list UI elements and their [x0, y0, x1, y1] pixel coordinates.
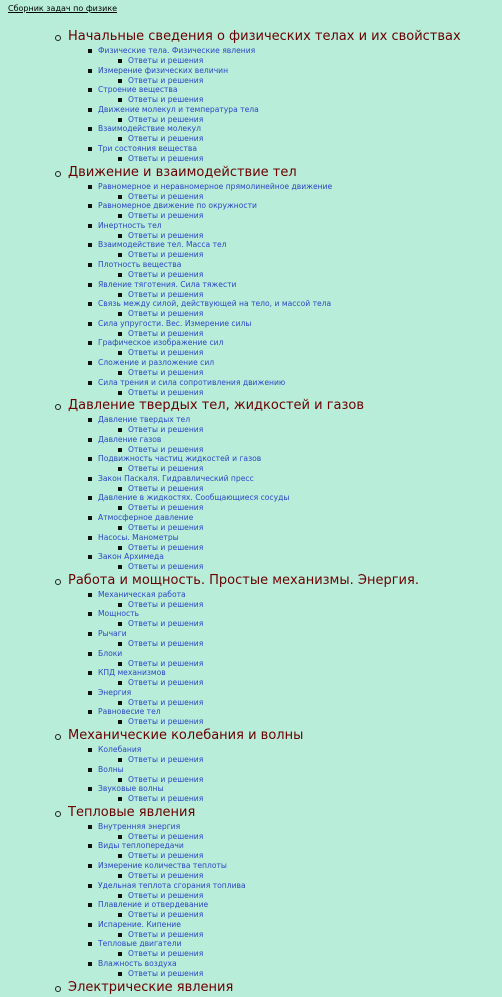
square-bullet-icon — [88, 864, 92, 868]
answers-link[interactable] — [54, 775, 502, 785]
square-bullet-icon — [118, 854, 122, 858]
topic-link[interactable] — [54, 240, 502, 250]
topic-label: Звуковые волны — [98, 784, 164, 794]
answers-link[interactable] — [54, 348, 502, 358]
topic-link[interactable] — [54, 124, 502, 134]
topic-link[interactable] — [54, 861, 502, 871]
topic-label: Давление в жидкостях. Сообщающиеся сосуды — [98, 493, 290, 503]
section-title — [54, 979, 502, 997]
square-bullet-icon — [118, 273, 122, 277]
square-bullet-icon — [118, 913, 122, 917]
section-title-text: Давление твердых тел, жидкостей и газов — [68, 398, 365, 414]
square-bullet-icon — [88, 224, 92, 228]
topic-link[interactable] — [54, 435, 502, 445]
square-bullet-icon — [88, 204, 92, 208]
answers-link[interactable] — [54, 503, 502, 513]
answers-link[interactable] — [54, 95, 502, 105]
answers-label: Ответы и решения — [128, 134, 204, 144]
answers-link[interactable] — [54, 600, 502, 610]
section — [54, 727, 502, 804]
square-bullet-icon — [118, 214, 122, 218]
square-bullet-icon — [118, 835, 122, 839]
topic-link[interactable] — [54, 201, 502, 211]
answers-link[interactable] — [54, 717, 502, 727]
answers-label: Ответы и решения — [128, 230, 204, 240]
answers-label: Ответы и решения — [128, 794, 204, 804]
topic-link[interactable] — [54, 841, 502, 851]
topic-link[interactable] — [54, 221, 502, 231]
circle-bullet-icon — [55, 171, 61, 177]
topic-label: Давление твердых тел — [98, 415, 191, 425]
section — [54, 804, 502, 979]
topic-link[interactable] — [54, 493, 502, 503]
topic-label: Плотность вещества — [98, 259, 182, 269]
topic-link[interactable] — [54, 959, 502, 969]
answers-label: Ответы и решения — [128, 678, 204, 688]
square-bullet-icon — [118, 546, 122, 550]
square-bullet-icon — [118, 391, 122, 395]
square-bullet-icon — [88, 710, 92, 714]
answers-label: Ответы и решения — [128, 697, 204, 707]
topic-link[interactable] — [54, 920, 502, 930]
answers-link[interactable] — [54, 871, 502, 881]
square-bullet-icon — [88, 962, 92, 966]
section-title — [54, 28, 502, 46]
square-bullet-icon — [88, 69, 92, 73]
answers-label: Ответы и решения — [128, 444, 204, 454]
answers-label: Ответы и решения — [128, 755, 204, 764]
topic-label: Равномерное движение по окружности — [98, 201, 257, 211]
topic-link[interactable] — [54, 822, 502, 832]
topic-label: Механическая работа — [98, 589, 186, 599]
square-bullet-icon — [88, 381, 92, 385]
topic-link[interactable] — [54, 260, 502, 270]
topic-link[interactable] — [54, 707, 502, 717]
square-bullet-icon — [118, 137, 122, 141]
answers-label: Ответы и решения — [128, 717, 204, 727]
answers-link[interactable] — [54, 910, 502, 920]
square-bullet-icon — [88, 884, 92, 888]
square-bullet-icon — [88, 361, 92, 365]
topic-label: Рычаги — [98, 629, 127, 639]
answers-label: Ответы и решения — [128, 387, 204, 397]
square-bullet-icon — [118, 371, 122, 375]
topic-label: Атмосферное давление — [98, 513, 194, 523]
sections-list — [54, 28, 502, 997]
square-bullet-icon — [88, 147, 92, 151]
square-bullet-icon — [88, 302, 92, 306]
answers-link[interactable] — [54, 211, 502, 221]
square-bullet-icon — [118, 487, 122, 491]
square-bullet-icon — [118, 293, 122, 297]
square-bullet-icon — [88, 652, 92, 656]
topic-link[interactable] — [54, 649, 502, 659]
topic-link[interactable] — [54, 358, 502, 368]
square-bullet-icon — [88, 942, 92, 946]
answers-link[interactable] — [54, 949, 502, 959]
topic-label: Взаимодействие тел. Масса тел — [98, 240, 227, 250]
topic-link[interactable] — [54, 745, 502, 755]
square-bullet-icon — [118, 118, 122, 122]
topic-link[interactable] — [54, 552, 502, 562]
answers-label: Ответы и решения — [128, 269, 204, 279]
topic-link[interactable] — [54, 182, 502, 192]
topic-label: Сила упругости. Вес. Измерение силы — [98, 318, 252, 328]
topic-label: КПД механизмов — [98, 668, 166, 678]
topic-label: Внутренняя энергия — [98, 821, 181, 831]
topic-link[interactable] — [54, 66, 502, 76]
section-title — [54, 727, 502, 745]
topic-label: Плавление и отвердевание — [98, 900, 209, 910]
answers-label: Ответы и решения — [128, 599, 204, 609]
topic-link[interactable] — [54, 85, 502, 95]
answers-label: Ответы и решения — [128, 929, 204, 939]
square-bullet-icon — [118, 195, 122, 199]
topic-label: Энергия — [98, 687, 132, 697]
square-bullet-icon — [118, 681, 122, 685]
answers-label: Ответы и решения — [128, 464, 204, 474]
square-bullet-icon — [88, 903, 92, 907]
answers-link[interactable] — [54, 290, 502, 300]
square-bullet-icon — [88, 787, 92, 791]
answers-label: Ответы и решения — [128, 367, 204, 377]
answers-link[interactable] — [54, 464, 502, 474]
square-bullet-icon — [88, 438, 92, 442]
answers-label: Ответы и решения — [128, 774, 204, 784]
answers-label: Ответы и решения — [128, 309, 204, 319]
answers-label: Ответы и решения — [128, 949, 204, 959]
square-bullet-icon — [118, 59, 122, 63]
square-bullet-icon — [118, 622, 122, 626]
topic-link[interactable] — [54, 668, 502, 678]
topic-label: Измерение физических величин — [98, 65, 229, 75]
section-title-text: Тепловые явления — [68, 804, 196, 820]
answers-link[interactable] — [54, 388, 502, 398]
answers-link[interactable] — [54, 192, 502, 202]
square-bullet-icon — [88, 108, 92, 112]
topic-label: Графическое изображение сил — [98, 338, 224, 348]
answers-label: Ответы и решения — [128, 503, 204, 513]
section-title — [54, 164, 502, 182]
square-bullet-icon — [118, 758, 122, 762]
section — [54, 979, 502, 997]
topic-label: Волны — [98, 764, 124, 774]
topic-link[interactable] — [54, 474, 502, 484]
topic-link[interactable] — [54, 939, 502, 949]
answers-link[interactable] — [54, 543, 502, 553]
answers-label: Ответы и решения — [128, 639, 204, 649]
topic-link[interactable] — [54, 144, 502, 154]
topic-label: Закон Паскаля. Гидравлический пресс — [98, 473, 254, 483]
square-bullet-icon — [88, 322, 92, 326]
topic-link[interactable] — [54, 280, 502, 290]
square-bullet-icon — [118, 234, 122, 238]
square-bullet-icon — [118, 157, 122, 161]
topic-label: Колебания — [98, 745, 142, 754]
square-bullet-icon — [88, 457, 92, 461]
square-bullet-icon — [118, 952, 122, 956]
topic-label: Давление газов — [98, 434, 162, 444]
square-bullet-icon — [118, 933, 122, 937]
topic-link[interactable] — [54, 513, 502, 523]
topic-label: Явление тяготения. Сила тяжести — [98, 279, 237, 289]
topic-label: Испарение. Кипение — [98, 919, 181, 929]
square-bullet-icon — [118, 778, 122, 782]
topic-label: Сложение и разложение сил — [98, 357, 215, 367]
section-title-text: Начальные сведения о физических телах и их свойствах — [68, 29, 461, 44]
answers-label: Ответы и решения — [128, 348, 204, 358]
answers-label: Ответы и решения — [128, 95, 204, 105]
topic-label: Движение молекул и температура тела — [98, 104, 259, 114]
square-bullet-icon — [118, 874, 122, 878]
square-bullet-icon — [88, 768, 92, 772]
square-bullet-icon — [118, 506, 122, 510]
square-bullet-icon — [88, 923, 92, 927]
section-title-text: Механические колебания и волны — [68, 728, 304, 743]
square-bullet-icon — [88, 748, 92, 752]
answers-label: Ответы и решения — [128, 75, 204, 85]
section-title-text: Электрические явления — [68, 979, 234, 995]
square-bullet-icon — [88, 185, 92, 189]
section — [54, 164, 502, 398]
answers-label: Ответы и решения — [128, 425, 204, 435]
square-bullet-icon — [88, 496, 92, 500]
topic-label: Удельная теплота сгорания топлива — [98, 880, 246, 890]
square-bullet-icon — [88, 632, 92, 636]
square-bullet-icon — [118, 662, 122, 666]
topic-label: Физические тела. Физические явления — [98, 46, 256, 55]
circle-bullet-icon — [55, 734, 61, 740]
answers-link[interactable] — [54, 115, 502, 125]
answers-link[interactable] — [54, 659, 502, 669]
answers-label: Ответы и решения — [128, 483, 204, 493]
square-bullet-icon — [118, 642, 122, 646]
square-bullet-icon — [88, 88, 92, 92]
answers-link[interactable] — [54, 270, 502, 280]
square-bullet-icon — [118, 526, 122, 530]
answers-label: Ответы и решения — [128, 542, 204, 552]
answers-label: Ответы и решения — [128, 619, 204, 629]
answers-link[interactable] — [54, 523, 502, 533]
topic-label: Связь между силой, действующей на тело, и массой тела — [98, 299, 332, 309]
topic-link[interactable] — [54, 629, 502, 639]
answers-link[interactable] — [54, 930, 502, 940]
topic-link[interactable] — [54, 454, 502, 464]
square-bullet-icon — [88, 263, 92, 267]
answers-label: Ответы и решения — [128, 890, 204, 900]
square-bullet-icon — [118, 351, 122, 355]
answers-label: Ответы и решения — [128, 968, 204, 978]
topic-label: Равномерное и неравномерное прямолинейное движение — [98, 181, 333, 191]
square-bullet-icon — [88, 243, 92, 247]
circle-bullet-icon — [55, 35, 61, 41]
answers-label: Ответы и решения — [128, 328, 204, 338]
square-bullet-icon — [118, 98, 122, 102]
answers-label: Ответы и решения — [128, 114, 204, 124]
circle-bullet-icon — [55, 986, 61, 992]
topic-link[interactable] — [54, 338, 502, 348]
circle-bullet-icon — [55, 811, 61, 817]
topic-label: Три состояния вещества — [98, 143, 198, 153]
collection-title-link[interactable]: Сборник задач по физике — [8, 4, 118, 13]
answers-link[interactable] — [54, 794, 502, 804]
answers-link[interactable] — [54, 154, 502, 164]
answers-label: Ответы и решения — [128, 56, 204, 65]
topic-label: Мощность — [98, 609, 140, 619]
topic-label: Сила трения и сила сопротивления движению — [98, 377, 286, 387]
answers-label: Ответы и решения — [128, 523, 204, 533]
topic-link[interactable] — [54, 688, 502, 698]
section — [54, 28, 502, 164]
section — [54, 397, 502, 572]
answers-link[interactable] — [54, 619, 502, 629]
topic-link[interactable] — [54, 609, 502, 619]
answers-link[interactable] — [54, 562, 502, 572]
answers-label: Ответы и решения — [128, 851, 204, 861]
square-bullet-icon — [88, 691, 92, 695]
answers-label: Ответы и решения — [128, 211, 204, 221]
topic-link[interactable] — [54, 533, 502, 543]
answers-link[interactable] — [54, 698, 502, 708]
answers-label: Ответы и решения — [128, 562, 204, 572]
answers-link[interactable] — [54, 484, 502, 494]
square-bullet-icon — [88, 477, 92, 481]
answers-label: Ответы и решения — [128, 289, 204, 299]
topic-label: Насосы. Манометры — [98, 532, 179, 542]
topic-label: Измерение количества теплоты — [98, 860, 227, 870]
answers-label: Ответы и решения — [128, 870, 204, 880]
topic-label: Закон Архимеда — [98, 552, 164, 562]
topic-label: Равновесие тел — [98, 707, 161, 717]
square-bullet-icon — [88, 127, 92, 131]
square-bullet-icon — [88, 49, 92, 53]
circle-bullet-icon — [55, 404, 61, 410]
square-bullet-icon — [118, 894, 122, 898]
topic-label: Блоки — [98, 648, 123, 658]
topic-label: Виды теплопередачи — [98, 841, 184, 851]
square-bullet-icon — [118, 701, 122, 705]
section-title — [54, 572, 502, 590]
square-bullet-icon — [88, 418, 92, 422]
square-bullet-icon — [118, 312, 122, 316]
topic-label: Подвижность частиц жидкостей и газов — [98, 454, 262, 464]
square-bullet-icon — [88, 612, 92, 616]
topic-link[interactable] — [54, 765, 502, 775]
answers-link[interactable] — [54, 250, 502, 260]
answers-label: Ответы и решения — [128, 250, 204, 260]
topic-link[interactable] — [54, 900, 502, 910]
topic-link[interactable] — [54, 299, 502, 309]
section-title-text: Работа и мощность. Простые механизмы. Энергия. — [68, 572, 419, 588]
topic-label: Взаимодействие молекул — [98, 124, 201, 134]
section — [54, 572, 502, 727]
answers-link[interactable] — [54, 755, 502, 765]
square-bullet-icon — [88, 671, 92, 675]
answers-link[interactable] — [54, 969, 502, 979]
answers-link[interactable] — [54, 639, 502, 649]
answers-label: Ответы и решения — [128, 191, 204, 201]
square-bullet-icon — [118, 565, 122, 569]
square-bullet-icon — [118, 79, 122, 83]
answers-label: Ответы и решения — [128, 831, 204, 841]
square-bullet-icon — [88, 825, 92, 829]
topic-link[interactable] — [54, 784, 502, 794]
topic-link[interactable] — [54, 105, 502, 115]
square-bullet-icon — [88, 593, 92, 597]
square-bullet-icon — [118, 428, 122, 432]
square-bullet-icon — [118, 467, 122, 471]
topic-link[interactable] — [54, 590, 502, 600]
square-bullet-icon — [118, 972, 122, 976]
answers-link[interactable] — [54, 678, 502, 688]
section-title-text: Движение и взаимодействие тел — [68, 164, 297, 180]
answers-link[interactable] — [54, 329, 502, 339]
square-bullet-icon — [118, 797, 122, 801]
answers-link[interactable] — [54, 445, 502, 455]
answers-link[interactable] — [54, 231, 502, 241]
square-bullet-icon — [88, 516, 92, 520]
topic-label: Тепловые двигатели — [98, 939, 182, 949]
answers-link[interactable] — [54, 425, 502, 435]
section-title — [54, 397, 502, 415]
topic-label: Инертность тел — [98, 220, 162, 230]
square-bullet-icon — [88, 536, 92, 540]
square-bullet-icon — [88, 283, 92, 287]
square-bullet-icon — [118, 253, 122, 257]
square-bullet-icon — [118, 448, 122, 452]
answers-link[interactable] — [54, 891, 502, 901]
topic-link[interactable] — [54, 881, 502, 891]
answers-link[interactable] — [54, 309, 502, 319]
answers-link[interactable] — [54, 134, 502, 144]
answers-label: Ответы и решения — [128, 658, 204, 668]
answers-label: Ответы и решения — [128, 153, 204, 163]
answers-link[interactable] — [54, 76, 502, 86]
square-bullet-icon — [118, 720, 122, 724]
square-bullet-icon — [88, 844, 92, 848]
square-bullet-icon — [88, 555, 92, 559]
circle-bullet-icon — [55, 579, 61, 585]
topic-label: Строение вещества — [98, 85, 178, 95]
square-bullet-icon — [118, 332, 122, 336]
answers-link[interactable] — [54, 56, 502, 66]
topic-link[interactable] — [54, 415, 502, 425]
topic-link[interactable] — [54, 46, 502, 56]
section-title — [54, 804, 502, 822]
answers-link[interactable] — [54, 851, 502, 861]
square-bullet-icon — [88, 341, 92, 345]
answers-link[interactable] — [54, 832, 502, 842]
topic-label: Влажность воздуха — [98, 958, 177, 968]
answers-link[interactable] — [54, 368, 502, 378]
topic-link[interactable] — [54, 378, 502, 388]
topic-link[interactable] — [54, 319, 502, 329]
answers-label: Ответы и решения — [128, 910, 204, 920]
square-bullet-icon — [118, 603, 122, 607]
